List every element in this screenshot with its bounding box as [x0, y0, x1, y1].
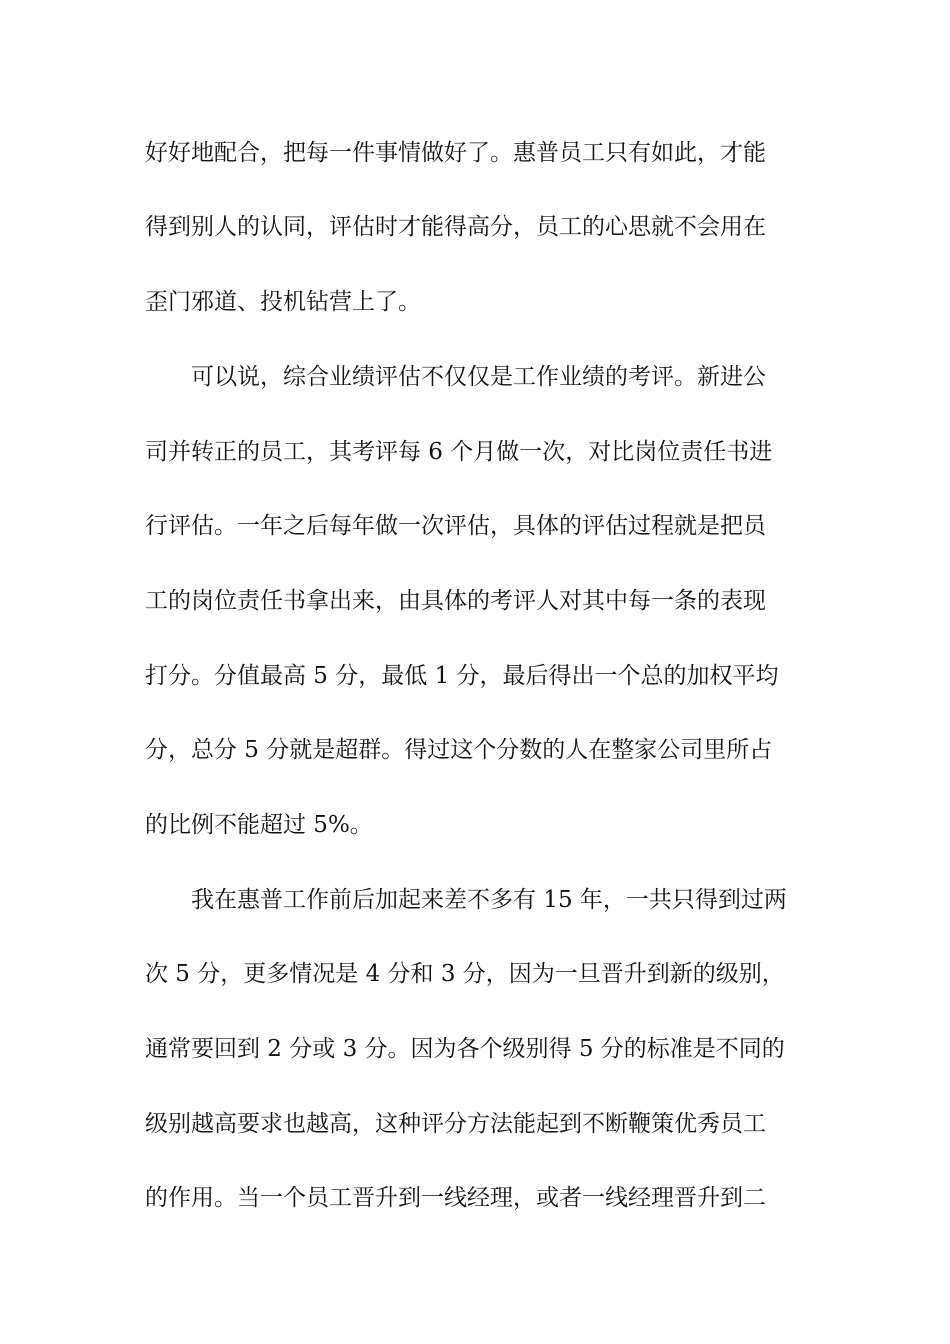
text-line: 得到别人的认同，评估时才能得高分，员工的心思就不会用在 — [145, 214, 766, 240]
text-line: 可以说，综合业绩评估不仅仅是工作业绩的考评。新进公 — [145, 364, 766, 390]
text-line: 次 5 分，更多情况是 4 分和 3 分，因为一旦晋升到新的级别， — [145, 961, 785, 987]
text-line: 歪门邪道、投机钻营上了。 — [145, 289, 421, 315]
text-line: 通常要回到 2 分或 3 分。因为各个级别得 5 分的标准是不同的 — [145, 1036, 785, 1062]
text-line: 打分。分值最高 5 分，最低 1 分，最后得出一个总的加权平均 — [145, 663, 779, 689]
text-line: 的比例不能超过 5%。 — [145, 812, 373, 838]
text-line: 司并转正的员工，其考评每 6 个月做一次，对比岗位责任书进 — [145, 439, 773, 465]
text-line: 行评估。一年之后每年做一次评估，具体的评估过程就是把员 — [145, 513, 766, 539]
text-line: 级别越高要求也越高，这种评分方法能起到不断鞭策优秀员工 — [145, 1111, 766, 1137]
text-line: 分，总分 5 分就是超群。得过这个分数的人在整家公司里所占 — [145, 737, 773, 763]
text-line: 工的岗位责任书拿出来，由具体的考评人对其中每一条的表现 — [145, 588, 766, 614]
text-line: 好好地配合，把每一件事情做好了。惠普员工只有如此，才能 — [145, 140, 766, 166]
text-line: 我在惠普工作前后加起来差不多有 15 年，一共只得到过两 — [145, 887, 787, 913]
text-line: 的作用。当一个员工晋升到一线经理，或者一线经理晋升到二 — [145, 1185, 766, 1211]
